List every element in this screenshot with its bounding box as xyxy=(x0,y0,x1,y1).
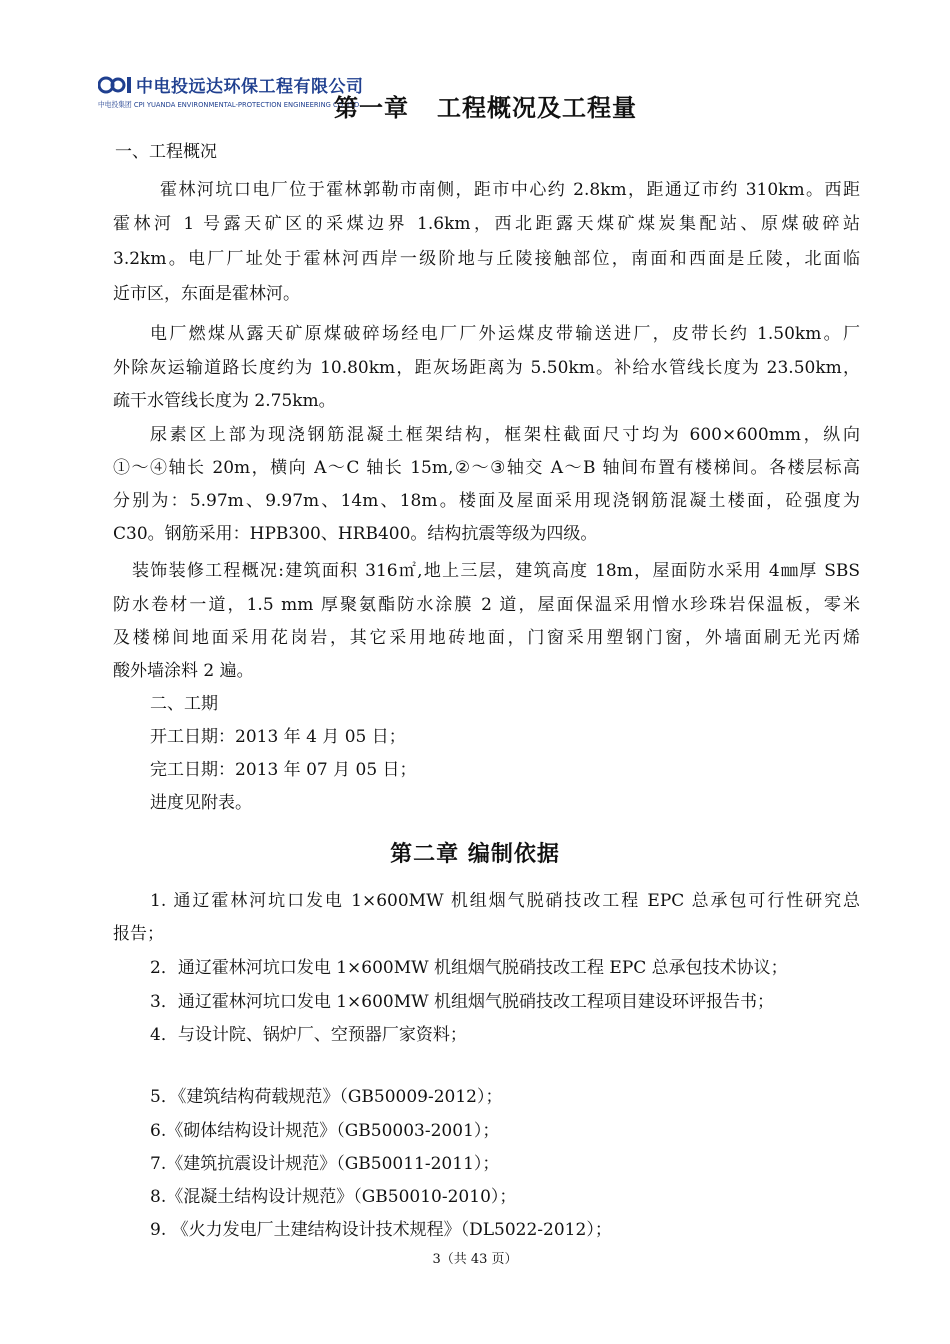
logo-company-name: 中电投远达环保工程有限公司 xyxy=(136,77,364,97)
paragraph-line: C30。钢筋采用：HPB300、HRB400。结构抗震等级为四级。 xyxy=(113,524,598,544)
reference-item: 8.《混凝土结构设计规范》（GB50010-2010）； xyxy=(150,1187,517,1207)
paragraph-line: 近市区，东面是霍林河。 xyxy=(113,284,300,304)
paragraph-line: 霍林河坑口电厂位于霍林郭勒市南侧，距市中心约 2.8km，距通辽市约 310km。西距 xyxy=(160,180,860,200)
reference-item: 1. 通辽霍林河坑口发电 1×600MW 机组烟气脱硝技改工程 EPC 总承包可行性研究总 xyxy=(150,891,860,911)
paragraph-line: 疏干水管线长度为 2.75km。 xyxy=(113,391,336,411)
reference-item: 6.《砌体结构设计规范》（GB50003-2001）； xyxy=(150,1121,500,1141)
paragraph-line: 及楼梯间地面采用花岗岩，其它采用地砖地面，门窗采用塑钢门窗，外墙面刷无光丙烯 xyxy=(113,628,860,648)
company-logo-icon xyxy=(98,74,134,96)
logo-english-name: 中电投集团 CPI YUANDA ENVIRONMENTAL-PROTECTION ENGINEERING CO.,LTD. xyxy=(98,100,362,109)
page-header xyxy=(98,68,858,124)
paragraph-line: 外除灰运输道路长度约为 10.80km，距灰场距离为 5.50km。补给水管线长度为 23.50km， xyxy=(113,358,860,378)
schedule-note: 进度见附表。 xyxy=(150,793,252,813)
reference-item: 2．通辽霍林河坑口发电 1×600MW 机组烟气脱硝技改工程 EPC 总承包技术协议； xyxy=(150,958,788,978)
paragraph-line: 防水卷材一道，1.5 mm 厚聚氨酯防水涂膜 2 道，屋面保温采用憎水珍珠岩保温板，零米 xyxy=(113,595,860,615)
reference-item: 7.《建筑抗震设计规范》（GB50011-2011）； xyxy=(150,1154,500,1174)
paragraph-line: 酸外墙涂料 2 遍。 xyxy=(113,661,254,681)
chapter-1-title xyxy=(334,88,637,123)
section-2-heading: 二、工期 xyxy=(150,694,218,714)
company-logo xyxy=(98,72,364,116)
section-1-heading: 一、工程概况 xyxy=(115,142,217,162)
reference-item: 9. 《火力发电厂土建结构设计技术规程》（DL5022-2012）； xyxy=(150,1220,612,1240)
chapter-2-title: 第二章 编制依据 xyxy=(390,842,560,867)
reference-item: 5．《建筑结构荷载规范》（GB50009-2012）； xyxy=(150,1087,503,1107)
start-date: 开工日期：2013 年 4 月 05 日； xyxy=(150,727,406,747)
chapter-1-name: 工程概况及工程量 xyxy=(437,94,637,122)
paragraph-line: 装饰装修工程概况:建筑面积 316㎡,地上三层，建筑高度 18m，屋面防水采用 4㎜厚 SBS xyxy=(132,561,860,581)
reference-item: 报告； xyxy=(113,924,164,944)
paragraph-line: 电厂燃煤从露天矿原煤破碎场经电厂厂外运煤皮带输送进厂，皮带长约 1.50km。厂 xyxy=(150,324,860,344)
reference-item: 4．与设计院、锅炉厂、空预器厂家资料； xyxy=(150,1025,467,1045)
paragraph-line: 尿素区上部为现浇钢筋混凝土框架结构，框架柱截面尺寸均为 600×600mm，纵向 xyxy=(150,425,860,445)
chapter-1-number: 第一章 xyxy=(334,94,409,122)
paragraph-line: 霍林河 1 号露天矿区的采煤边界 1.6km，西北距露天煤矿煤炭集配站、原煤破碎站 xyxy=(113,214,860,234)
reference-item: 3．通辽霍林河坑口发电 1×600MW 机组烟气脱硝技改工程项目建设环评报告书； xyxy=(150,992,775,1012)
paragraph-line: ①～④轴长 20m，横向 A～C 轴长 15m,②～③轴交 A～B 轴间布置有楼梯间。各楼层标高 xyxy=(113,458,860,478)
end-date: 完工日期：2013 年 07 月 05 日； xyxy=(150,760,417,780)
paragraph-line: 分别为：5.97m、9.97m、14m、18m。楼面及屋面采用现浇钢筋混凝土楼面，砼强度为 xyxy=(113,491,860,511)
page-number: 3（共 43 页） xyxy=(432,1252,518,1267)
paragraph-line: 3.2km。电厂厂址处于霍林河西岸一级阶地与丘陵接触部位，南面和西面是丘陵，北面临 xyxy=(113,249,860,269)
